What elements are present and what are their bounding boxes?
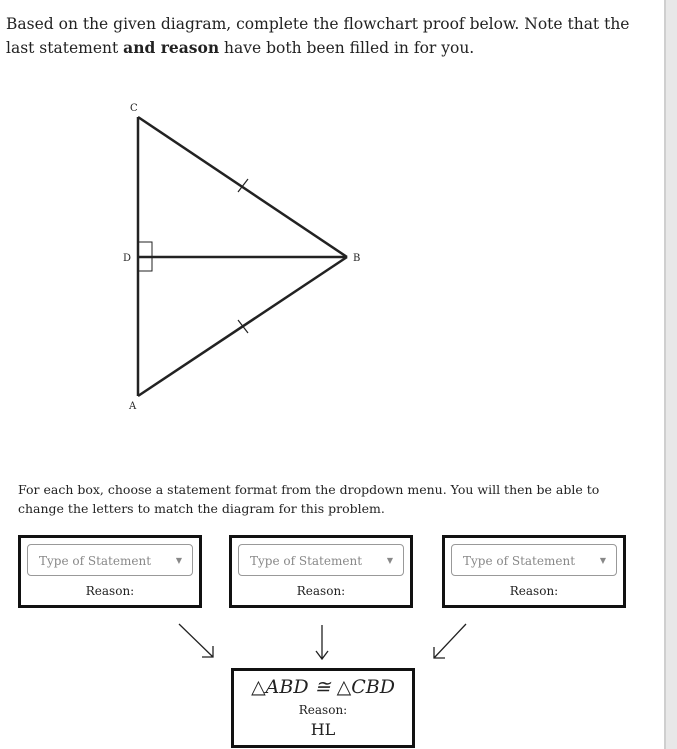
intro-bold: and reason bbox=[123, 38, 220, 57]
tick-mark-ab bbox=[238, 320, 248, 333]
statement-dropdown-2[interactable] bbox=[238, 544, 404, 576]
intro-text: Based on the given diagram, complete the flowchart proof below. Note that the last statement bbox=[6, 15, 630, 57]
arrow-left bbox=[179, 624, 213, 657]
flow-arrows bbox=[179, 624, 466, 659]
dropdown-placeholder: Type of Statement bbox=[463, 554, 576, 568]
arrow-right bbox=[434, 624, 466, 658]
dropdown-placeholder: Type of Statement bbox=[39, 554, 152, 568]
reason-label: Reason: bbox=[85, 584, 135, 598]
instructions: For each box, choose a statement format from the dropdown menu. You will then be able to change the letters to match the diagram for this problem. bbox=[18, 482, 600, 516]
label-d: D bbox=[123, 253, 132, 264]
label-b: B bbox=[353, 253, 361, 264]
proof-box-2 bbox=[229, 535, 413, 608]
final-reason-label: Reason: bbox=[298, 703, 348, 717]
caret-down-icon: ▼ bbox=[599, 556, 606, 565]
proof-box-3 bbox=[442, 535, 626, 608]
final-reason: HL bbox=[310, 720, 336, 739]
label-a: A bbox=[129, 401, 137, 412]
statement-dropdown-1[interactable] bbox=[27, 544, 193, 576]
reason-label: Reason: bbox=[509, 584, 559, 598]
caret-down-icon: ▼ bbox=[386, 556, 393, 565]
statement-dropdown-3[interactable] bbox=[451, 544, 617, 576]
proof-box-1 bbox=[18, 535, 202, 608]
caret-down-icon: ▼ bbox=[175, 556, 182, 565]
final-statement: △ABD ≅ △CBD bbox=[251, 676, 395, 698]
final-proof-box bbox=[231, 668, 415, 748]
reason-label: Reason: bbox=[296, 584, 346, 598]
dropdown-placeholder: Type of Statement bbox=[250, 554, 363, 568]
label-c: C bbox=[130, 103, 138, 114]
intro-text-end: have both been filled in for you. bbox=[219, 39, 475, 57]
arrow-center bbox=[316, 625, 328, 659]
